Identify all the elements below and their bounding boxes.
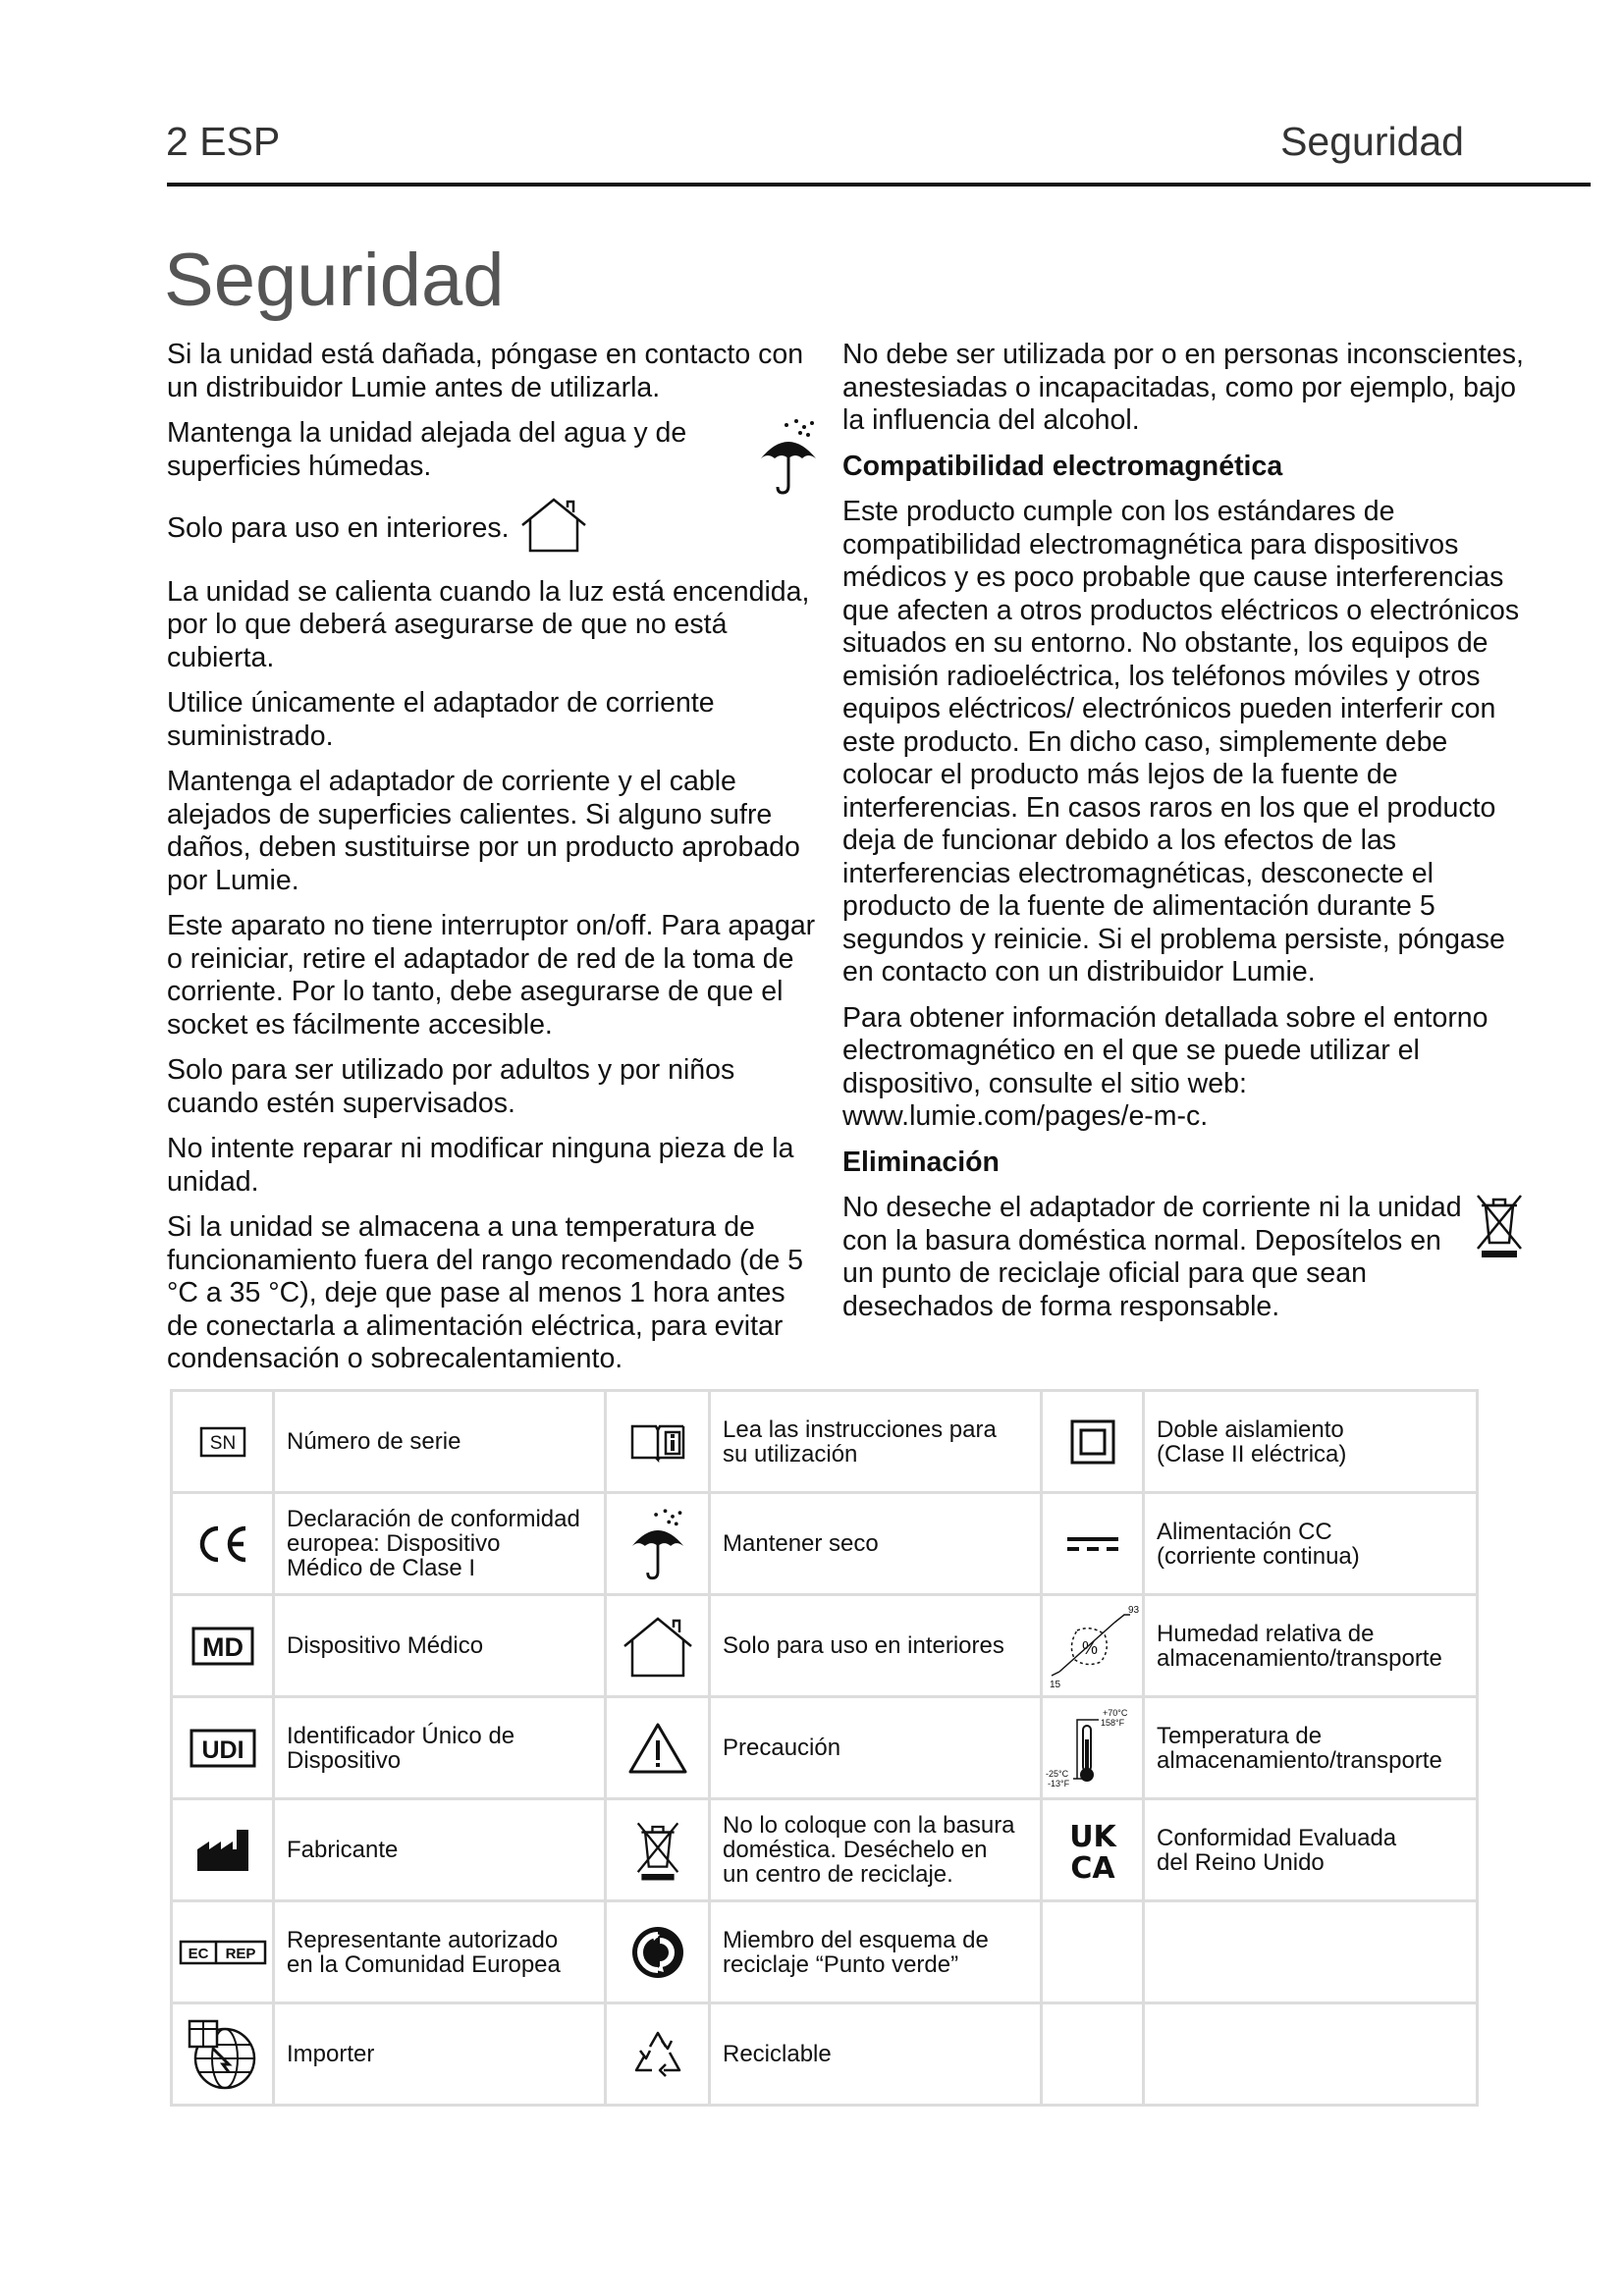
symbol-description bbox=[710, 1799, 1042, 1901]
symbol-description bbox=[710, 1493, 1042, 1595]
keep-dry-icon bbox=[606, 1493, 710, 1595]
safety-paragraph: Solo para ser utilizado por adultos y por niños cuando estén supervisados. bbox=[167, 1054, 735, 1119]
ukca-top-label: UK bbox=[1068, 1819, 1116, 1854]
symbol-description-line: Fabricante bbox=[287, 1837, 399, 1863]
symbol-description-line: (Clase II eléctrica) bbox=[1157, 1440, 1347, 1468]
disposal-text: No deseche el adaptador de corriente ni la unidad con la basura doméstica normal. Deposítelos en un punto de reciclaje oficial para que sean desechados de forma responsable. bbox=[842, 1192, 1462, 1322]
emc-info-paragraph: Para obtener información detallada sobre el entorno electromagnético en el que se puede utilizar el dispositivo, consulte el sitio web: www.lumie.com/pages/e-m-c. bbox=[842, 1001, 1489, 1132]
udi-icon-label: UDI bbox=[200, 1735, 244, 1764]
keep-dry-umbrella-icon bbox=[757, 417, 820, 505]
symbol-description-line: Dispositivo Médico bbox=[287, 1632, 484, 1659]
symbol-description bbox=[274, 2003, 606, 2106]
symbol-description bbox=[710, 1595, 1042, 1697]
humidity-min-label: 15 bbox=[1049, 1679, 1060, 1689]
recyclable-icon bbox=[606, 2003, 710, 2106]
safety-paragraph: No debe ser utilizada por o en personas inconscientes, anestesiadas o incapacitadas, como por ejemplo, bajo la influencia del alcohol. bbox=[842, 339, 1524, 436]
safety-paragraph: Utilice únicamente el adaptador de corriente suministrado. bbox=[167, 687, 715, 752]
indoor-use-icon bbox=[606, 1595, 710, 1697]
importer-globe-icon bbox=[172, 2003, 274, 2106]
emc-paragraph: Este producto cumple con los estándares de compatibilidad electromagnética para dispositivos médicos y es poco probable que cause interferencias que afecten a otros productos eléctricos o electrónicos situados en su entorno. No obstante, los equipos de emisión radioeléctrica, los teléfonos móviles y otros equipos eléctricos/ electrónicos pueden interferir con este producto. En dicho caso, simplemente debe colocar el producto más lejos de la fuente de interferencias. En casos raros en los que el producto deja de funcionar debido a los efectos de las interferencias electromagnéticas, desconecte el producto de la fuente de alimentación durante 5 segundos y reinicie. Si el problema persiste, póngase en contacto con un distribuidor Lumie. bbox=[842, 496, 1520, 988]
symbol-description-line: Importer bbox=[287, 2041, 375, 2067]
ce-mark-icon bbox=[172, 1493, 274, 1595]
safety-paragraph: No intente reparar ni modificar ninguna pieza de la unidad. bbox=[167, 1133, 794, 1198]
double-insulation-icon bbox=[1042, 1391, 1144, 1493]
table-row bbox=[172, 1697, 1478, 1799]
header-divider bbox=[167, 183, 1591, 187]
table-row bbox=[172, 1799, 1478, 1901]
page-number: 2 ESP bbox=[166, 119, 281, 164]
symbol-description-line: en la Comunidad Europea bbox=[287, 1950, 561, 1978]
safety-paragraph-text: Mantenga la unidad alejada del agua y de superficies húmedas. bbox=[167, 417, 687, 482]
symbol-description-line: Precaución bbox=[723, 1735, 841, 1761]
ec-rep-icon bbox=[172, 1901, 274, 2003]
medical-device-icon-label: MD bbox=[201, 1631, 244, 1662]
ukca-bottom-label: CA bbox=[1069, 1850, 1115, 1882]
dc-power-icon bbox=[1042, 1493, 1144, 1595]
table-row bbox=[172, 1595, 1478, 1697]
disposal-heading: Eliminación bbox=[842, 1146, 1000, 1178]
temperature-limit-icon bbox=[1042, 1697, 1144, 1799]
ec-rep-ec-label: EC bbox=[188, 1945, 208, 1962]
safety-paragraph: Si la unidad está dañada, póngase en contacto con un distribuidor Lumie antes de utilizarla. bbox=[167, 339, 804, 403]
symbol-description-line: Temperatura de bbox=[1157, 1722, 1323, 1749]
symbol-description-line: del Reino Unido bbox=[1157, 1848, 1325, 1876]
disposal-paragraph bbox=[842, 1192, 1525, 1323]
ukca-mark-icon bbox=[1042, 1799, 1144, 1901]
safety-paragraph-indoor bbox=[167, 496, 820, 563]
symbol-description bbox=[274, 1901, 606, 2003]
symbol-description bbox=[274, 1493, 606, 1595]
emc-heading: Compatibilidad electromagnética bbox=[842, 450, 1283, 482]
read-instructions-icon bbox=[606, 1391, 710, 1493]
right-column bbox=[842, 339, 1525, 1336]
serial-number-icon-label: SN bbox=[209, 1432, 236, 1454]
symbol-description-line: Declaración de conformidad bbox=[287, 1506, 580, 1532]
symbols-table bbox=[170, 1389, 1479, 2107]
table-row bbox=[172, 2003, 1478, 2106]
symbol-description bbox=[710, 1901, 1042, 2003]
temp-high-c-label: +70°C bbox=[1103, 1707, 1128, 1718]
symbol-description bbox=[710, 1391, 1042, 1493]
empty-cell bbox=[1144, 1901, 1478, 2003]
symbol-description bbox=[710, 2003, 1042, 2106]
symbol-description bbox=[274, 1799, 606, 1901]
temp-high-f-label: 158°F bbox=[1101, 1717, 1125, 1728]
symbol-description bbox=[1144, 1697, 1478, 1799]
green-dot-icon bbox=[606, 1901, 710, 2003]
humidity-max-label: 93 bbox=[1127, 1604, 1139, 1616]
symbol-description-line: doméstica. Deséchelo en bbox=[723, 1837, 988, 1863]
safety-paragraph-water bbox=[167, 417, 820, 483]
medical-device-icon bbox=[172, 1595, 274, 1697]
symbol-description bbox=[1144, 1391, 1478, 1493]
symbol-description-line: Conformidad Evaluada bbox=[1157, 1824, 1397, 1851]
symbol-description-line: Lea las instrucciones para bbox=[723, 1415, 997, 1443]
symbol-description-line: europea: Dispositivo bbox=[287, 1530, 501, 1557]
empty-cell bbox=[1042, 2003, 1144, 2106]
table-row bbox=[172, 1901, 1478, 2003]
symbol-description bbox=[1144, 1595, 1478, 1697]
safety-paragraph-text: Solo para uso en interiores. bbox=[167, 511, 510, 544]
table-row bbox=[172, 1391, 1478, 1493]
symbol-description-line: Solo para uso en interiores bbox=[723, 1632, 1004, 1659]
section-name: Seguridad bbox=[1280, 119, 1464, 164]
ec-rep-rep-label: REP bbox=[225, 1945, 255, 1962]
empty-cell bbox=[1042, 1901, 1144, 2003]
symbol-description bbox=[1144, 1799, 1478, 1901]
symbol-description-line: Alimentación CC bbox=[1157, 1518, 1332, 1545]
empty-cell bbox=[1144, 2003, 1478, 2106]
symbol-description bbox=[274, 1697, 606, 1799]
symbol-description-line: No lo coloque con la basura bbox=[723, 1812, 1015, 1839]
symbol-description bbox=[1144, 1493, 1478, 1595]
symbol-description-line: (corriente continua) bbox=[1157, 1542, 1360, 1570]
serial-number-icon bbox=[172, 1391, 274, 1493]
weee-disposal-icon bbox=[606, 1799, 710, 1901]
temp-low-f-label: -13°F bbox=[1048, 1778, 1070, 1789]
symbol-description bbox=[274, 1391, 606, 1493]
symbol-description bbox=[710, 1697, 1042, 1799]
weee-bin-icon bbox=[1474, 1192, 1525, 1267]
symbol-description bbox=[274, 1595, 606, 1697]
symbol-description-line: un centro de reciclaje. bbox=[723, 1861, 953, 1888]
indoor-house-icon bbox=[516, 496, 591, 563]
symbol-description-line: almacenamiento/transporte bbox=[1157, 1746, 1442, 1774]
symbol-description-line: almacenamiento/transporte bbox=[1157, 1644, 1442, 1672]
udi-icon bbox=[172, 1697, 274, 1799]
symbol-description-line: Mantener seco bbox=[723, 1530, 879, 1557]
svg-text:%: % bbox=[1081, 1637, 1098, 1658]
symbol-description-line: Miembro del esquema de bbox=[723, 1926, 989, 1953]
caution-warning-icon bbox=[606, 1697, 710, 1799]
symbol-description-line: Representante autorizado bbox=[287, 1926, 559, 1953]
symbol-description-line: su utilización bbox=[723, 1440, 858, 1468]
symbol-description-line: Doble aislamiento bbox=[1157, 1415, 1344, 1443]
symbol-description-line: Identificador Único de bbox=[287, 1722, 515, 1749]
symbol-description-line: Humedad relativa de bbox=[1157, 1620, 1375, 1647]
left-column bbox=[167, 339, 820, 1389]
temp-low-c-label: -25°C bbox=[1046, 1768, 1069, 1779]
symbol-description-line: Médico de Clase I bbox=[287, 1555, 476, 1581]
symbol-description-line: Reciclable bbox=[723, 2041, 832, 2067]
symbol-description-line: Número de serie bbox=[287, 1428, 461, 1455]
table-row bbox=[172, 1493, 1478, 1595]
safety-paragraph: Si la unidad se almacena a una temperatura de funcionamiento fuera del rango recomendado (de 5 °C a 35 °C), deje que pase al menos 1 hora antes de conectarla a alimentación eléctrica, para evitar condensación o sobrecalentamiento. bbox=[167, 1211, 804, 1374]
safety-paragraph: La unidad se calienta cuando la luz está encendida, por lo que deberá asegurarse de que no está cubierta. bbox=[167, 575, 810, 673]
symbol-description-line: Dispositivo bbox=[287, 1746, 402, 1774]
page-title: Seguridad bbox=[164, 239, 505, 322]
manufacturer-factory-icon bbox=[172, 1799, 274, 1901]
safety-paragraph: Mantenga el adaptador de corriente y el cable alejados de superficies calientes. Si alguno sufre daños, deben sustituirse por un producto aprobado por Lumie. bbox=[167, 766, 800, 896]
safety-paragraph: Este aparato no tiene interruptor on/off. Para apagar o reiniciar, retire el adaptador de red de la toma de corriente. Por lo tanto, debe asegurarse de que el socket es fácilmente accesible. bbox=[167, 910, 816, 1041]
symbol-description-line: reciclaje “Punto verde” bbox=[723, 1950, 959, 1978]
humidity-limit-icon bbox=[1042, 1595, 1144, 1697]
